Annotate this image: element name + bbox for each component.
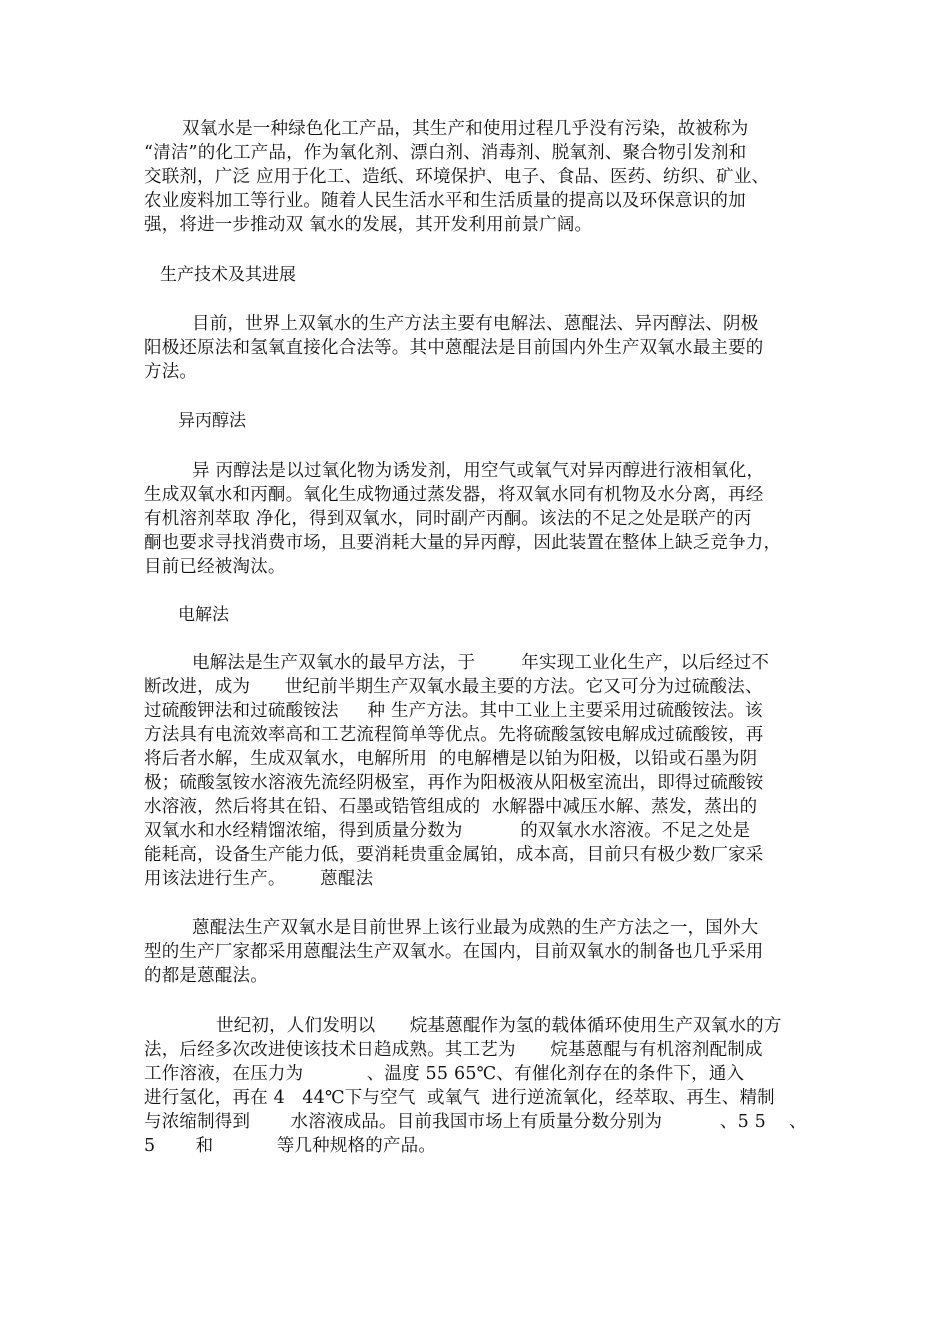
text-line: 双氧水是一种绿色化工产品，其生产和使用过程几乎没有污染，故被称为 — [182, 119, 749, 139]
text-line: 水溶液，然后将其在铅、石墨或锆管组成的 水解器中减压水解、蒸发，蒸出的 — [144, 797, 758, 817]
section-heading: 生产技术及其进展 — [160, 265, 296, 285]
text-line: 断改进，成为 世纪前半期生产双氧水最主要的方法。它又可分为过硫酸法、 — [144, 677, 763, 697]
text-line: 蒽醌法生产双氧水是目前世界上该行业最为成熟的生产方法之一，国外大 — [192, 918, 759, 938]
text-line: 酮也要求寻找消费市场，且要消耗大量的异丙醇，因此装置在整体上缺乏竞争力， — [144, 533, 782, 553]
text-line: 的都是蒽醌法。 — [144, 966, 268, 986]
text-line: 方法具有电流效率高和工艺流程简单等优点。先将硫酸氢铵电解成过硫酸铵，再 — [144, 725, 764, 745]
text-line: 世纪初，人们发明以 烷基蒽醌作为氢的载体循环使用生产双氧水的方 — [216, 1016, 782, 1036]
text-line: 工作溶液，在压力为 、温度 55 65℃、有催化剂存在的条件下，通入 — [144, 1064, 745, 1084]
text-line: 方法。 — [144, 362, 198, 382]
text-line: 异 丙醇法是以过氧化物为诱发剂，用空气或氧气对异丙醇进行液相氧化， — [192, 461, 765, 481]
text-line: 5 和 等几种规格的产品。 — [144, 1136, 437, 1156]
text-line: 进行氢化，再在 4 44℃下与空气 或氧气 进行逆流氧化，经萃取、再生、精制 — [144, 1088, 775, 1108]
text-line: 强，将进一步推动双 氧水的发展，其开发利用前景广阔。 — [144, 215, 593, 235]
text-line: 过硫酸钾法和过硫酸铵法 种 生产方法。其中工业上主要采用过硫酸铵法。该 — [144, 701, 763, 721]
text-line: “清洁”的化工产品，作为氧化剂、漂白剂、消毒剂、脱氧剂、聚合物引发剂和 — [144, 143, 747, 163]
text-line: 将后者水解，生成双氧水，电解所用 的电解槽是以铂为阳极，以铅或石墨为阴 — [144, 749, 758, 769]
text-line: 能耗高，设备生产能力低，要消耗贵重金属铂，成本高，目前只有极少数厂家采 — [144, 845, 764, 865]
text-line: 极；硫酸氢铵水溶液先流经阴极室，再作为阳极液从阳极室流出，即得过硫酸铵 — [144, 773, 764, 793]
section-heading: 电解法 — [178, 605, 229, 625]
text-line: 用该法进行生产。 蒽醌法 — [144, 869, 374, 889]
text-line: 双氧水和水经精馏浓缩，得到质量分数为 的双氧水水溶液。不足之处是 — [144, 821, 751, 841]
text-line: 目前已经被淘汰。 — [144, 557, 286, 577]
text-line: 交联剂，广泛 应用于化工、造纸、环境保护、电子、食品、医药、纺织、矿业、 — [144, 167, 770, 187]
section-heading: 异丙醇法 — [178, 411, 246, 431]
text-line: 阳极还原法和氢氧直接化合法等。其中蒽醌法是目前国内外生产双氧水最主要的 — [144, 338, 764, 358]
text-line: 生成双氧水和丙酮。氧化生成物通过蒸发器，将双氧水同有机物及水分离，再经 — [144, 485, 764, 505]
text-line: 与浓缩制得到 水溶液成品。目前我国市场上有质量分数分别为 、5 5 、 — [144, 1112, 807, 1132]
text-line: 农业废料加工等行业。随着人民生活水平和生活质量的提高以及环保意识的加 — [144, 191, 746, 211]
text-line: 法，后经多次改进使该技术日趋成熟。其工艺为 烷基蒽醌与有机溶剂配制成 — [144, 1040, 763, 1060]
text-line: 目前，世界上双氧水的生产方法主要有电解法、蒽醌法、异丙醇法、阴极 — [192, 314, 759, 334]
text-line: 有机溶剂萃取 净化，得到双氧水，同时副产丙酮。该法的不足之处是联产的丙 — [144, 509, 752, 529]
text-line: 电解法是生产双氧水的最早方法，于 年实现工业化生产，以后经过不 — [192, 653, 770, 673]
text-line: 型的生产厂家都采用蒽醌法生产双氧水。在国内，目前双氧水的制备也几乎采用 — [144, 942, 764, 962]
